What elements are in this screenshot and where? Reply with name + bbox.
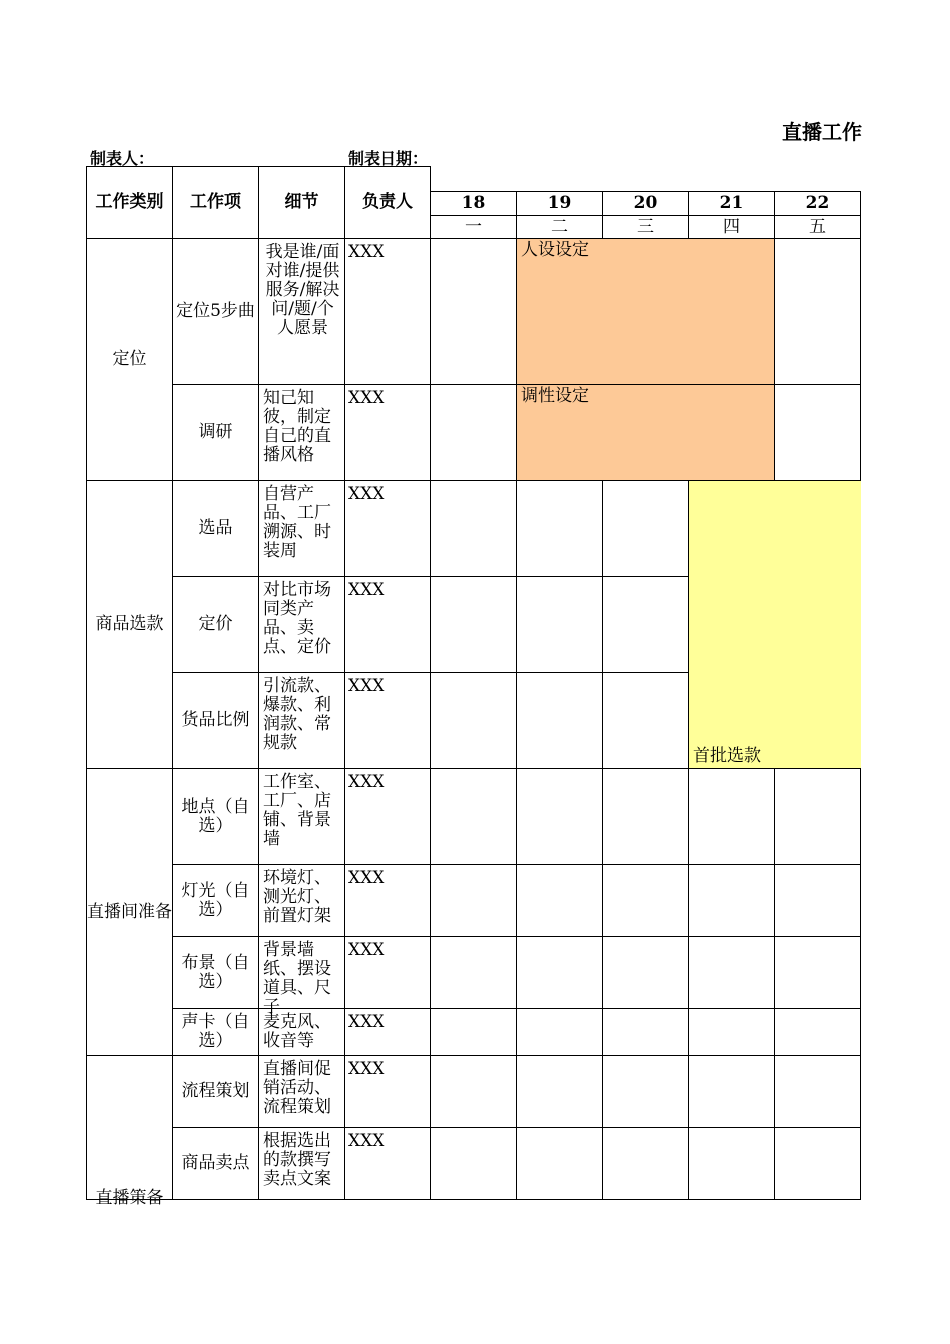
row-detail: 直播间促销活动、流程策划 bbox=[259, 1056, 345, 1128]
row-item: 货品比例 bbox=[173, 673, 259, 769]
row-detail: 知己知彼，制定自己的直播风格 bbox=[259, 385, 345, 481]
category-positioning: 定位 bbox=[87, 239, 173, 481]
schedule-cell bbox=[431, 385, 517, 481]
schedule-cell bbox=[603, 769, 689, 865]
row-owner: XXX bbox=[345, 385, 431, 481]
row-owner: XXX bbox=[345, 1056, 431, 1128]
category-studio-prep: 直播间准备 bbox=[87, 769, 173, 1056]
row-owner: XXX bbox=[345, 937, 431, 1009]
schedule-cell bbox=[689, 937, 775, 1009]
row-owner: XXX bbox=[345, 1009, 431, 1056]
header-owner: 负责人 bbox=[345, 167, 431, 239]
day-weekday: 二 bbox=[517, 216, 603, 239]
category-live-planning bbox=[87, 1056, 173, 1208]
schedule-cell bbox=[603, 673, 689, 769]
row-owner: XXX bbox=[345, 673, 431, 769]
row-owner: XXX bbox=[345, 239, 431, 385]
row-detail bbox=[259, 937, 345, 1017]
day-weekday: 五 bbox=[775, 216, 861, 239]
row-item: 流程策划 bbox=[173, 1056, 259, 1128]
row-owner: XXX bbox=[345, 1128, 431, 1200]
task-bar-tone: 调性设定 bbox=[517, 385, 775, 481]
schedule-cell bbox=[603, 577, 689, 673]
row-owner: XXX bbox=[345, 769, 431, 865]
day-date: 19 bbox=[517, 192, 603, 216]
schedule-cell bbox=[431, 239, 517, 385]
task-bar-persona: 人设设定 bbox=[517, 239, 775, 385]
page-title: 直播工作 bbox=[782, 120, 862, 144]
schedule-cell bbox=[689, 1056, 775, 1128]
category-product-selection: 商品选款 bbox=[87, 481, 173, 769]
row-item: 布景（自选） bbox=[173, 937, 259, 1009]
schedule-cell bbox=[775, 1128, 861, 1200]
schedule-cell bbox=[431, 1009, 517, 1056]
row-detail: 麦克风、收音等 bbox=[259, 1009, 345, 1056]
schedule-cell bbox=[431, 1056, 517, 1128]
schedule-cell bbox=[603, 1056, 689, 1128]
maker-label: 制表人： bbox=[90, 149, 155, 168]
schedule-table bbox=[86, 166, 861, 1208]
row-owner: XXX bbox=[345, 865, 431, 937]
schedule-cell bbox=[689, 865, 775, 937]
schedule-cell bbox=[775, 239, 861, 385]
schedule-cell bbox=[775, 1009, 861, 1056]
row-detail: 根据选出的款撰写卖点文案 bbox=[259, 1128, 345, 1200]
header-category: 工作类别 bbox=[87, 167, 173, 239]
day-weekday: 三 bbox=[603, 216, 689, 239]
schedule-cell bbox=[431, 1128, 517, 1200]
schedule-cell bbox=[603, 1009, 689, 1056]
row-owner: XXX bbox=[345, 577, 431, 673]
row-item: 声卡（自选） bbox=[173, 1009, 259, 1056]
day-date: 22 bbox=[775, 192, 861, 216]
day-weekday: 一 bbox=[431, 216, 517, 239]
schedule-cell bbox=[517, 1056, 603, 1128]
schedule-cell bbox=[517, 673, 603, 769]
schedule-cell bbox=[431, 577, 517, 673]
schedule-cell bbox=[517, 1009, 603, 1056]
schedule-cell bbox=[517, 865, 603, 937]
schedule-cell bbox=[517, 1128, 603, 1200]
schedule-cell bbox=[517, 577, 603, 673]
header-blank bbox=[431, 167, 861, 192]
day-weekday: 四 bbox=[689, 216, 775, 239]
schedule-cell bbox=[517, 481, 603, 577]
row-item: 选品 bbox=[173, 481, 259, 577]
day-date: 21 bbox=[689, 192, 775, 216]
row-item: 定价 bbox=[173, 577, 259, 673]
row-item: 定位5步曲 bbox=[173, 239, 259, 385]
row-item: 灯光（自选） bbox=[173, 865, 259, 937]
row-detail-text: 背景墙纸、摆设道具、尺子 bbox=[263, 940, 331, 1017]
schedule-cell bbox=[689, 769, 775, 865]
row-detail: 我是谁/面对谁/提供服务/解决问/题/个人愿景 bbox=[259, 239, 345, 385]
header-item: 工作项 bbox=[173, 167, 259, 239]
day-date: 18 bbox=[431, 192, 517, 216]
row-owner: XXX bbox=[345, 481, 431, 577]
schedule-cell bbox=[603, 865, 689, 937]
row-item: 调研 bbox=[173, 385, 259, 481]
schedule-cell bbox=[603, 481, 689, 577]
schedule-cell bbox=[431, 481, 517, 577]
schedule-cell bbox=[517, 769, 603, 865]
schedule-cell bbox=[603, 1128, 689, 1200]
row-item: 地点（自选） bbox=[173, 769, 259, 865]
day-date: 20 bbox=[603, 192, 689, 216]
schedule-cell bbox=[775, 937, 861, 1009]
task-bar-first-batch: 首批选款 bbox=[689, 481, 861, 769]
schedule-cell bbox=[775, 865, 861, 937]
date-label: 制表日期： bbox=[348, 149, 429, 168]
category-live-planning-text: 直播策备 bbox=[95, 1188, 164, 1208]
schedule-cell bbox=[603, 937, 689, 1009]
row-detail: 自营产品、工厂溯源、时装周 bbox=[259, 481, 345, 577]
row-item: 商品卖点 bbox=[173, 1128, 259, 1200]
schedule-cell bbox=[775, 1056, 861, 1128]
schedule-cell bbox=[775, 769, 861, 865]
row-detail: 工作室、工厂、店铺、背景墙 bbox=[259, 769, 345, 865]
schedule-cell bbox=[517, 937, 603, 1009]
schedule-cell bbox=[431, 769, 517, 865]
schedule-cell bbox=[775, 385, 861, 481]
schedule-cell bbox=[689, 1128, 775, 1200]
row-detail: 环境灯、测光灯、前置灯架 bbox=[259, 865, 345, 937]
header-detail: 细节 bbox=[259, 167, 345, 239]
schedule-cell bbox=[689, 1009, 775, 1056]
schedule-cell bbox=[431, 937, 517, 1009]
schedule-cell bbox=[431, 865, 517, 937]
schedule-cell bbox=[431, 673, 517, 769]
row-detail: 对比市场同类产品、卖点、定价 bbox=[259, 577, 345, 673]
row-detail: 引流款、爆款、利润款、常规款 bbox=[259, 673, 345, 769]
